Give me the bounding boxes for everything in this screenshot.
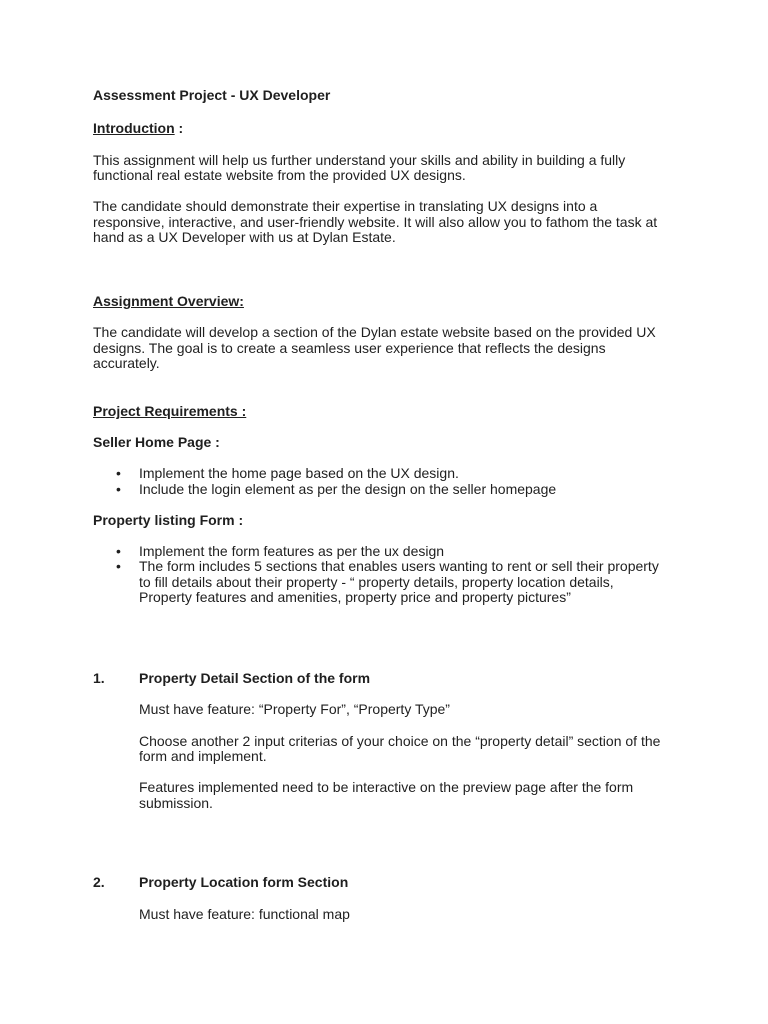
- overview-line3: accurately.: [93, 355, 160, 371]
- overview-line2: designs. The goal is to create a seamless user experience that reflects the designs: [93, 340, 606, 356]
- bullet-glyph: •: [116, 465, 121, 481]
- listing-form-bullet2-line3: Property features and amenities, property price and property pictures”: [139, 589, 571, 605]
- requirements-heading: Project Requirements :: [93, 403, 247, 419]
- section2-heading: Property Location form Section: [139, 874, 349, 890]
- listing-form-heading: Property listing Form :: [93, 512, 244, 528]
- seller-home-bullet2: Include the login element as per the design on the seller homepage: [139, 481, 557, 497]
- document-title: Assessment Project - UX Developer: [93, 87, 331, 103]
- section2-line1: Must have feature: functional map: [139, 906, 350, 922]
- listing-form-bullet2-line2: to fill details about their property - “ property details, property location details,: [139, 574, 614, 590]
- section1-line1: Must have feature: “Property For”, “Property Type”: [139, 701, 450, 717]
- intro-para2-line3: hand as a UX Developer with us at Dylan Estate.: [93, 229, 396, 245]
- section1-line4: Features implemented need to be interactive on the preview page after the form: [139, 779, 634, 795]
- listing-form-bullet2-line1: The form includes 5 sections that enables users wanting to rent or sell their property: [139, 558, 659, 574]
- introduction-heading-colon: :: [174, 120, 184, 136]
- bullet-glyph: •: [116, 543, 121, 559]
- overview-heading: Assignment Overview:: [93, 293, 244, 309]
- intro-para2-line2: responsive, interactive, and user-friendly website. It will also allow you to fathom the task at: [93, 214, 658, 230]
- section1-number: 1.: [93, 670, 105, 686]
- section1-line2: Choose another 2 input criterias of your choice on the “property detail” section of the: [139, 733, 661, 749]
- overview-line1: The candidate will develop a section of the Dylan estate website based on the provided UX: [93, 324, 656, 340]
- bullet-glyph: •: [116, 558, 121, 574]
- introduction-heading-text: Introduction: [93, 120, 175, 136]
- section2-number: 2.: [93, 874, 105, 890]
- intro-para2-line1: The candidate should demonstrate their expertise in translating UX designs into a: [93, 198, 598, 214]
- bullet-glyph: •: [116, 481, 121, 497]
- intro-para1-line2: functional real estate website from the provided UX designs.: [93, 167, 466, 183]
- seller-home-heading: Seller Home Page :: [93, 434, 220, 450]
- introduction-heading: [93, 121, 183, 137]
- seller-home-bullet1: Implement the home page based on the UX design.: [139, 465, 459, 481]
- intro-para1-line1: This assignment will help us further understand your skills and ability in building a fully: [93, 152, 626, 168]
- listing-form-bullet1: Implement the form features as per the ux design: [139, 543, 445, 559]
- section1-line5: submission.: [139, 795, 213, 811]
- section1-line3: form and implement.: [139, 748, 267, 764]
- section1-heading: Property Detail Section of the form: [139, 670, 371, 686]
